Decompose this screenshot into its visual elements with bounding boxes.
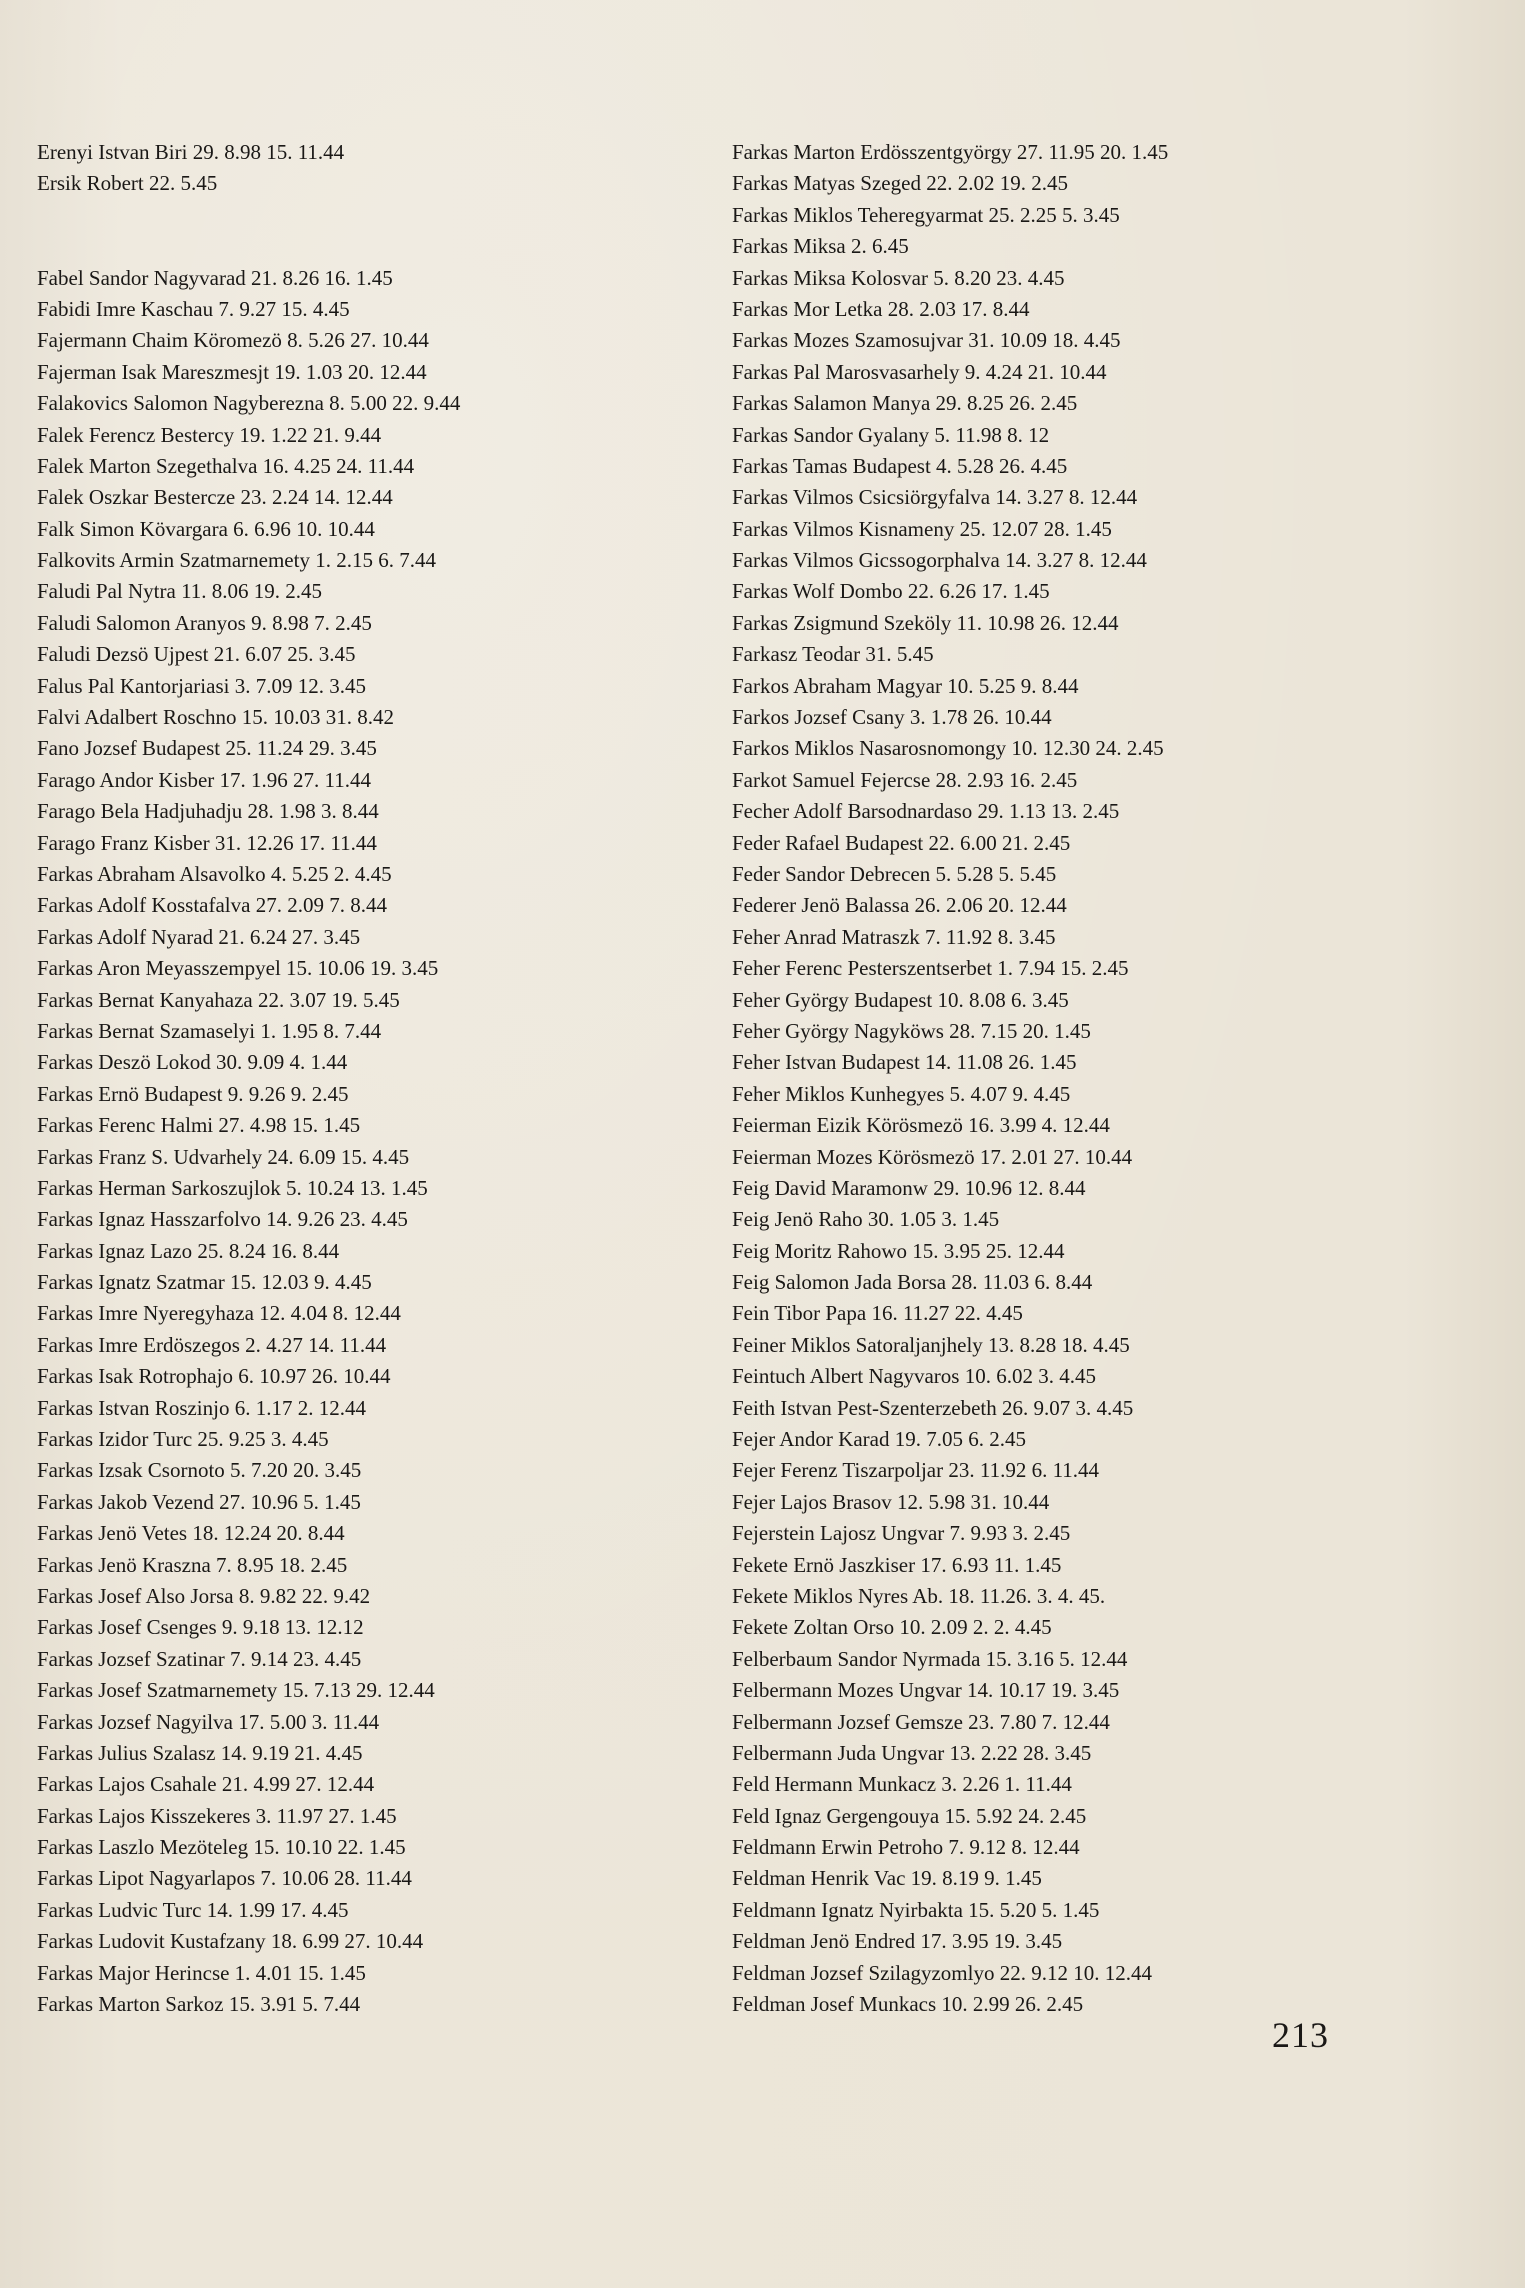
list-entry: Farkas Mozes Szamosujvar 31. 10.09 18. 4.45 <box>732 328 1121 353</box>
list-entry: Feig Moritz Rahowo 15. 3.95 25. 12.44 <box>732 1238 1065 1263</box>
list-entry: Farkas Mor Letka 28. 2.03 17. 8.44 <box>732 296 1030 321</box>
right-column <box>732 137 1452 2020</box>
list-entry: Farkas Imre Nyeregyhaza 12. 4.04 8. 12.44 <box>37 1301 401 1326</box>
list-entry: Faludi Salomon Aranyos 9. 8.98 7. 2.45 <box>37 610 372 635</box>
list-entry: Farkos Miklos Nasarosnomongy 10. 12.30 24. 2.45 <box>732 736 1164 761</box>
list-entry <box>37 231 677 262</box>
list-entry: Felbermann Juda Ungvar 13. 2.22 28. 3.45 <box>732 1740 1092 1765</box>
list-entry: Farkas Vilmos Csicsiörgyfalva 14. 3.27 8. 12.44 <box>732 485 1138 510</box>
list-entry: Farkas Tamas Budapest 4. 5.28 26. 4.45 <box>732 453 1068 478</box>
list-entry: Farkas Vilmos Kisnameny 25. 12.07 28. 1.45 <box>732 516 1112 541</box>
list-entry: Feig Salomon Jada Borsa 28. 11.03 6. 8.44 <box>732 1270 1093 1295</box>
list-entry: Farkas Imre Erdöszegos 2. 4.27 14. 11.44 <box>37 1332 387 1357</box>
list-entry: Farkas Isak Rotrophajo 6. 10.97 26. 10.44 <box>37 1364 391 1389</box>
list-entry: Farkas Miksa Kolosvar 5. 8.20 23. 4.45 <box>732 265 1065 290</box>
list-entry: Farkas Pal Marosvasarhely 9. 4.24 21. 10.44 <box>732 359 1107 384</box>
list-entry: Feldman Henrik Vac 19. 8.19 9. 1.45 <box>732 1866 1042 1891</box>
left-column <box>37 137 677 2020</box>
list-entry: Fekete Miklos Nyres Ab. 18. 11.26. 3. 4. 45. <box>732 1583 1106 1608</box>
list-entry: Farkas Marton Erdösszentgyörgy 27. 11.95 20. 1.45 <box>732 140 1169 164</box>
list-entry: Falek Marton Szegethalva 16. 4.25 24. 11.44 <box>37 453 415 478</box>
list-entry: Falk Simon Kövargara 6. 6.96 10. 10.44 <box>37 516 375 541</box>
list-entry: Farkos Abraham Magyar 10. 5.25 9. 8.44 <box>732 673 1079 698</box>
list-entry: Farkas Ludvic Turc 14. 1.99 17. 4.45 <box>37 1897 349 1922</box>
list-entry: Feldman Jenö Endred 17. 3.95 19. 3.45 <box>732 1929 1063 1954</box>
list-entry: Ersik Robert 22. 5.45 <box>37 171 218 196</box>
list-entry: Feiner Miklos Satoraljanjhely 13. 8.28 18. 4.45 <box>732 1332 1130 1357</box>
list-entry: Farkas Adolf Kosstafalva 27. 2.09 7. 8.44 <box>37 893 387 918</box>
list-entry: Farago Bela Hadjuhadju 28. 1.98 3. 8.44 <box>37 799 379 824</box>
list-entry: Farkas Major Herincse 1. 4.01 15. 1.45 <box>37 1960 366 1985</box>
list-entry: Feierman Eizik Körösmezö 16. 3.99 4. 12.44 <box>732 1113 1110 1138</box>
list-entry: Farkot Samuel Fejercse 28. 2.93 16. 2.45 <box>732 767 1078 792</box>
list-entry: Farkas Ignatz Szatmar 15. 12.03 9. 4.45 <box>37 1270 372 1295</box>
list-entry: Falek Oszkar Bestercze 23. 2.24 14. 12.44 <box>37 485 393 510</box>
list-entry: Farkasz Teodar 31. 5.45 <box>732 642 934 667</box>
list-entry: Farkas Franz S. Udvarhely 24. 6.09 15. 4.45 <box>37 1144 410 1169</box>
list-entry: Farkas Izsak Csornoto 5. 7.20 20. 3.45 <box>37 1458 362 1483</box>
list-entry: Farkas Sandor Gyalany 5. 11.98 8. 12 <box>732 422 1050 447</box>
list-entry: Fecher Adolf Barsodnardaso 29. 1.13 13. 2.45 <box>732 799 1120 824</box>
list-entry: Farkas Julius Szalasz 14. 9.19 21. 4.45 <box>37 1740 363 1765</box>
list-entry: Faludi Dezsö Ujpest 21. 6.07 25. 3.45 <box>37 642 356 667</box>
list-entry: Fejer Andor Karad 19. 7.05 6. 2.45 <box>732 1427 1026 1452</box>
list-entry: Farkas Josef Csenges 9. 9.18 13. 12.12 <box>37 1615 364 1640</box>
list-entry: Farkas Jenö Kraszna 7. 8.95 18. 2.45 <box>37 1552 348 1577</box>
list-entry: Farkos Jozsef Csany 3. 1.78 26. 10.44 <box>732 705 1052 730</box>
list-entry: Felbermann Jozsef Gemsze 23. 7.80 7. 12.44 <box>732 1709 1110 1734</box>
list-entry: Farkas Josef Szatmarnemety 15. 7.13 29. 12.44 <box>37 1678 435 1703</box>
list-entry: Feintuch Albert Nagyvaros 10. 6.02 3. 4.45 <box>732 1364 1096 1389</box>
list-entry: Falvi Adalbert Roschno 15. 10.03 31. 8.42 <box>37 705 394 730</box>
list-entry: Farkas Deszö Lokod 30. 9.09 4. 1.44 <box>37 1050 348 1075</box>
list-entry: Feher György Nagyköws 28. 7.15 20. 1.45 <box>732 1018 1091 1043</box>
list-entry: Fabidi Imre Kaschau 7. 9.27 15. 4.45 <box>37 296 350 321</box>
list-entry: Fano Jozsef Budapest 25. 11.24 29. 3.45 <box>37 736 377 761</box>
list-entry: Federer Jenö Balassa 26. 2.06 20. 12.44 <box>732 893 1067 918</box>
list-entry: Farkas Ernö Budapest 9. 9.26 9. 2.45 <box>37 1081 349 1106</box>
list-entry: Feder Rafael Budapest 22. 6.00 21. 2.45 <box>732 830 1071 855</box>
list-entry: Farkas Ignaz Lazo 25. 8.24 16. 8.44 <box>37 1238 340 1263</box>
list-entry: Fejerstein Lajosz Ungvar 7. 9.93 3. 2.45 <box>732 1521 1071 1546</box>
list-entry: Fein Tibor Papa 16. 11.27 22. 4.45 <box>732 1301 1023 1326</box>
list-entry: Farkas Jakob Vezend 27. 10.96 5. 1.45 <box>37 1489 361 1514</box>
list-entry: Farkas Lipot Nagyarlapos 7. 10.06 28. 11.44 <box>37 1866 412 1891</box>
list-entry: Fejer Lajos Brasov 12. 5.98 31. 10.44 <box>732 1489 1050 1514</box>
list-entry: Feher Miklos Kunhegyes 5. 4.07 9. 4.45 <box>732 1081 1071 1106</box>
list-entry: Feith Istvan Pest-Szenterzebeth 26. 9.07 3. 4.45 <box>732 1395 1134 1420</box>
list-entry: Fekete Zoltan Orso 10. 2.09 2. 2. 4.45 <box>732 1615 1052 1640</box>
list-entry: Farkas Aron Meyasszempyel 15. 10.06 19. 3.45 <box>37 956 439 981</box>
list-entry: Falkovits Armin Szatmarnemety 1. 2.15 6. 7.44 <box>37 548 436 573</box>
page-number: 213 <box>1272 2015 1329 2055</box>
list-entry: Farago Andor Kisber 17. 1.96 27. 11.44 <box>37 767 372 792</box>
list-entry: Farkas Jenö Vetes 18. 12.24 20. 8.44 <box>37 1521 345 1546</box>
list-entry: Farkas Ferenc Halmi 27. 4.98 15. 1.45 <box>37 1113 361 1138</box>
list-entry: Fejer Ferenz Tiszarpoljar 23. 11.92 6. 11.44 <box>732 1458 1100 1483</box>
list-entry: Farkas Lajos Csahale 21. 4.99 27. 12.44 <box>37 1772 375 1797</box>
list-entry: Farkas Ludovit Kustafzany 18. 6.99 27. 10.44 <box>37 1929 424 1954</box>
list-entry: Feher György Budapest 10. 8.08 6. 3.45 <box>732 987 1069 1012</box>
list-entry: Feher Ferenc Pesterszentserbet 1. 7.94 15. 2.45 <box>732 956 1129 981</box>
list-entry: Fabel Sandor Nagyvarad 21. 8.26 16. 1.45 <box>37 265 393 290</box>
list-entry: Faludi Pal Nytra 11. 8.06 19. 2.45 <box>37 579 323 604</box>
list-entry: Feldman Jozsef Szilagyzomlyo 22. 9.12 10. 12.44 <box>732 1960 1152 1985</box>
list-entry: Farago Franz Kisber 31. 12.26 17. 11.44 <box>37 830 377 855</box>
list-entry <box>37 200 677 231</box>
list-entry: Farkas Wolf Dombo 22. 6.26 17. 1.45 <box>732 579 1050 604</box>
list-entry: Farkas Jozsef Nagyilva 17. 5.00 3. 11.44 <box>37 1709 380 1734</box>
list-entry: Feierman Mozes Körösmezö 17. 2.01 27. 10.44 <box>732 1144 1133 1169</box>
list-entry: Farkas Vilmos Gicssogorphalva 14. 3.27 8. 12.44 <box>732 548 1147 573</box>
list-entry: Feld Ignaz Gergengouya 15. 5.92 24. 2.45 <box>732 1803 1087 1828</box>
list-entry: Feher Istvan Budapest 14. 11.08 26. 1.45 <box>732 1050 1077 1075</box>
list-entry: Farkas Matyas Szeged 22. 2.02 19. 2.45 <box>732 171 1068 196</box>
list-entry: Felberbaum Sandor Nyrmada 15. 3.16 5. 12.44 <box>732 1646 1128 1671</box>
list-entry: Feldmann Ignatz Nyirbakta 15. 5.20 5. 1.45 <box>732 1897 1100 1922</box>
list-entry: Feher Anrad Matraszk 7. 11.92 8. 3.45 <box>732 924 1056 949</box>
list-entry: Farkas Miklos Teheregyarmat 25. 2.25 5. 3.45 <box>732 202 1120 227</box>
list-entry: Farkas Salamon Manya 29. 8.25 26. 2.45 <box>732 391 1078 416</box>
list-entry: Farkas Miksa 2. 6.45 <box>732 234 909 259</box>
list-entry: Farkas Herman Sarkoszujlok 5. 10.24 13. 1.45 <box>37 1175 428 1200</box>
list-entry: Farkas Josef Also Jorsa 8. 9.82 22. 9.42 <box>37 1583 371 1608</box>
list-entry: Feld Hermann Munkacz 3. 2.26 1. 11.44 <box>732 1772 1072 1797</box>
list-entry: Felbermann Mozes Ungvar 14. 10.17 19. 3.45 <box>732 1678 1120 1703</box>
list-entry: Farkas Abraham Alsavolko 4. 5.25 2. 4.45 <box>37 861 392 886</box>
list-entry: Farkas Lajos Kisszekeres 3. 11.97 27. 1.45 <box>37 1803 397 1828</box>
list-entry: Farkas Bernat Kanyahaza 22. 3.07 19. 5.45 <box>37 987 400 1012</box>
list-entry: Farkas Laszlo Mezöteleg 15. 10.10 22. 1.45 <box>37 1835 406 1860</box>
list-entry: Farkas Marton Sarkoz 15. 3.91 5. 7.44 <box>37 1992 361 2017</box>
list-entry: Farkas Adolf Nyarad 21. 6.24 27. 3.45 <box>37 924 361 949</box>
list-entry: Fajerman Isak Mareszmesjt 19. 1.03 20. 12.44 <box>37 359 427 384</box>
list-entry: Farkas Istvan Roszinjo 6. 1.17 2. 12.44 <box>37 1395 366 1420</box>
list-entry: Feder Sandor Debrecen 5. 5.28 5. 5.45 <box>732 861 1057 886</box>
list-entry: Feig Jenö Raho 30. 1.05 3. 1.45 <box>732 1207 1000 1232</box>
list-entry: Erenyi Istvan Biri 29. 8.98 15. 11.44 <box>37 140 345 164</box>
list-entry: Farkas Ignaz Hasszarfolvo 14. 9.26 23. 4.45 <box>37 1207 408 1232</box>
list-entry: Falus Pal Kantorjariasi 3. 7.09 12. 3.45 <box>37 673 366 698</box>
list-entry: Feldmann Erwin Petroho 7. 9.12 8. 12.44 <box>732 1835 1080 1860</box>
list-entry: Farkas Jozsef Szatinar 7. 9.14 23. 4.45 <box>37 1646 362 1671</box>
list-entry: Farkas Izidor Turc 25. 9.25 3. 4.45 <box>37 1427 329 1452</box>
list-entry: Farkas Bernat Szamaselyi 1. 1.95 8. 7.44 <box>37 1018 382 1043</box>
list-entry: Fekete Ernö Jaszkiser 17. 6.93 11. 1.45 <box>732 1552 1062 1577</box>
list-entry: Falek Ferencz Bestercy 19. 1.22 21. 9.44 <box>37 422 382 447</box>
list-entry: Falakovics Salomon Nagyberezna 8. 5.00 22. 9.44 <box>37 391 461 416</box>
list-entry: Feig David Maramonw 29. 10.96 12. 8.44 <box>732 1175 1086 1200</box>
list-entry: Fajermann Chaim Köromezö 8. 5.26 27. 10.44 <box>37 328 429 353</box>
list-entry: Farkas Zsigmund Szeköly 11. 10.98 26. 12.44 <box>732 610 1119 635</box>
list-entry: Feldman Josef Munkacs 10. 2.99 26. 2.45 <box>732 1992 1084 2017</box>
